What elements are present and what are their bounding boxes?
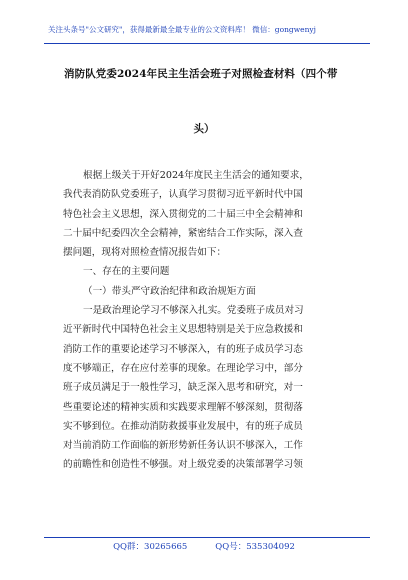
footer [0,540,408,554]
paragraph-line: 对当前消防工作面临的新形势新任务认识不够深入，工作 [63,440,303,452]
footer-divider [44,537,370,538]
footer-qq-group: QQ群：30265665 [113,542,188,552]
footer-qq-number: QQ号：535304092 [215,542,295,552]
header-banner: 关注头条号"公文研究"，获得最新最全最专业的公文资料库！ 微信：gongwenyj [48,25,316,34]
subsection-heading: （一）带头严守政治纪律和政治规矩方面 [83,285,256,297]
paragraph-line: 我代表消防队党委班子，认真学习贯彻习近平新时代中国 [63,189,303,201]
paragraph-line: 消防工作的重要论述学习不够深入，有的班子成员学习态 [63,343,303,355]
section-heading: 一、存在的主要问题 [83,266,170,278]
paragraph-line: 二十届中纪委四次全会精神，紧密结合工作实际，深入查 [63,227,303,239]
paragraph-line: 一是政治理论学习不够深入扎实。党委班子成员对习 [83,305,304,317]
paragraph-line: 摆问题，现将对照检查情况报告如下： [63,247,227,259]
document-title-continuation: 头） [193,123,215,135]
paragraph-line: 近平新时代中国特色社会主义思想特别是关于应急救援和 [63,324,303,336]
document-body [63,166,347,475]
header-divider [44,43,370,44]
paragraph-line: 些重要论述的精神实质和实践要求理解不够深刻，贯彻落 [63,401,303,413]
paragraph-line: 班子成员满足于一般性学习，缺乏深入思考和研究，对一 [63,382,303,394]
paragraph-line: 的前瞻性和创造性不够强。对上级党委的决策部署学习领 [63,459,303,471]
paragraph-line: 实不够到位。在推动消防救援事业发展中，有的班子成员 [63,420,303,432]
paragraph-line: 特色社会主义思想，深入贯彻党的二十届三中全会精神和 [63,208,303,220]
paragraph-line: 根据上级关于开好2024年度民主生活会的通知要求， [83,170,309,181]
paragraph-line: 度不够端正，存在应付差事的现象。在理论学习中，部分 [63,362,303,374]
document-title: 消防队党委2024年民主生活会班子对照检查材料（四个带 [64,68,338,80]
